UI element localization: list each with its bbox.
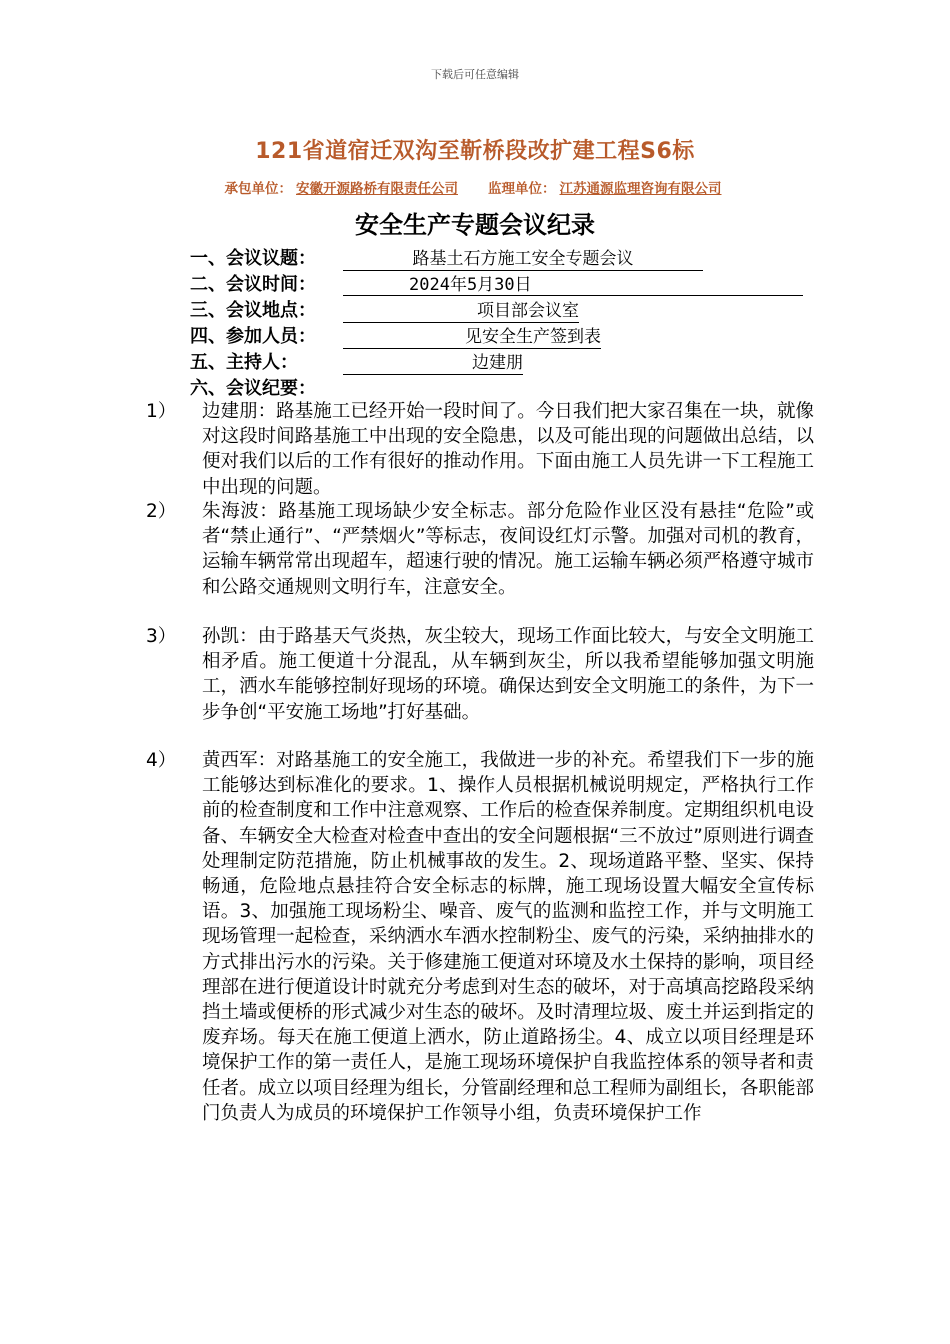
- meta-time-label: 二、会议时间：: [190, 274, 316, 295]
- contractor-value: 安徽开源路桥有限责任公司: [296, 181, 458, 197]
- contractor-label: 承包单位：: [224, 181, 292, 197]
- header-note: 下载后可任意编辑: [431, 68, 519, 81]
- meta-host-value: 边建朋: [343, 350, 523, 375]
- item-text: 孙凯：由于路基天气炎热，灰尘较大，现场工作面比较大，与安全文明施工相矛盾。施工便道十分混乱，从车辆到灰尘，所以我希望能够加强文明施工，洒水车能够控制好现场的环境。确保达到安全文明施工的条件，为下一步争创“平安施工场地”打好基础。: [202, 626, 814, 723]
- item-number: 1）: [146, 401, 177, 422]
- units-line: [0, 177, 950, 197]
- item-text: 边建朋：路基施工已经开始一段时间了。今日我们把大家召集在一块，就像对这段时间路基施工中出现的安全隐患，以及可能出现的问题做出总结，以便对我们以后的工作有很好的推动作用。下面由施工人员先讲一下工程施工中出现的问题。: [202, 401, 814, 498]
- meta-topic: [190, 246, 830, 272]
- meta-minutes-label: 六、会议纪要：: [190, 378, 316, 399]
- document-title: 安全生产专题会议纪录: [355, 211, 595, 239]
- meta-time-value: 2024年5月30日: [343, 272, 803, 296]
- project-title: 121省道宿迁双沟至靳桥段改扩建工程S6标: [255, 139, 695, 164]
- meta-attendees: [190, 324, 830, 350]
- minutes-item: [146, 624, 826, 725]
- meta-attendees-label: 四、参加人员：: [190, 326, 316, 347]
- meta-place-label: 三、会议地点：: [190, 300, 316, 321]
- meta-topic-value: 路基土石方施工安全专题会议: [343, 246, 703, 271]
- item-number: 2）: [146, 501, 177, 522]
- meta-place-value: 项目部会议室: [343, 298, 579, 323]
- meeting-meta: [190, 246, 830, 402]
- supervisor-label: 监理单位：: [488, 181, 556, 197]
- minutes-item: [146, 499, 826, 600]
- supervisor-value: 江苏通源监理咨询有限公司: [559, 181, 722, 197]
- meta-attendees-value: 见安全生产签到表: [343, 324, 601, 349]
- meta-host: [190, 350, 830, 376]
- item-number: 3）: [146, 626, 177, 647]
- item-text: 黄西军：对路基施工的安全施工，我做进一步的补充。希望我们下一步的施工能够达到标准化的要求。1、操作人员根据机械说明规定，严格执行工作前的检查制度和工作中注意观察、工作后的检查保养制度。定期组织机电设备、车辆安全大检查对检查中查出的安全问题根据“三不放过”原则进行调查处理制定防范措施，防止机械事故的发生。2、现场道路平整、坚实、保持畅通，危险地点悬挂符合安全标志的标牌，施工现场设置大幅安全宣传标语。3、加强施工现场粉尘、噪音、废气的监测和监控工作，并与文明施工现场管理一起检查，采纳洒水车洒水控制粉尘、废气的污染，采纳抽排水的方式排出污水的污染。关于修建施工便道对环境及水土保持的影响，项目经理部在进行便道设计时就充分考虑到对生态的破坏，对于高填高挖路段采纳挡土墙或便桥的形式减少对生态的破坏。及时清理垃圾、废土并运到指定的废弃场。每天在施工便道上洒水，防止道路扬尘。4、成立以项目经理是环境保护工作的第一责任人，是施工现场环境保护自我监控体系的领导者和责任者。成立以项目经理为组长，分管副经理和总工程师为副组长，各职能部门负责人为成员的环境保护工作领导小组，负责环境保护工作: [202, 750, 814, 1124]
- meta-host-label: 五、主持人：: [190, 352, 298, 373]
- meta-topic-label: 一、会议议题：: [190, 248, 316, 269]
- minutes-item: [146, 748, 826, 1126]
- meta-place: [190, 298, 830, 324]
- item-text: 朱海波：路基施工现场缺少安全标志。部分危险作业区没有悬挂“危险”或者“禁止通行”、“严禁烟火”等标志，夜间设红灯示警。加强对司机的教育，运输车辆常常出现超车，超速行驶的情况。施工运输车辆必须严格遵守城市和公路交通规则文明行车，注意安全。: [202, 501, 814, 598]
- minutes-item: [146, 399, 826, 500]
- item-number: 4）: [146, 750, 177, 771]
- meta-time: [190, 272, 830, 298]
